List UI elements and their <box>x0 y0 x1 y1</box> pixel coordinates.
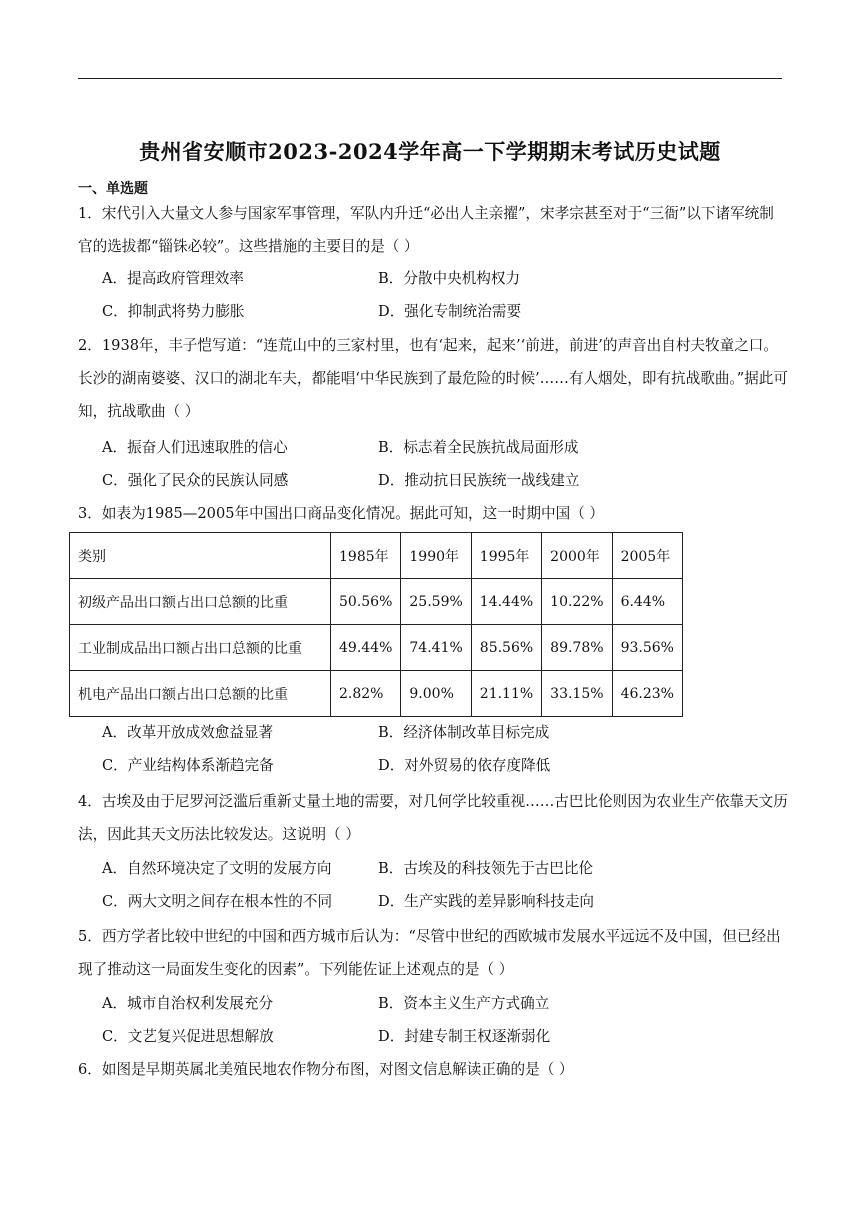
question-4-options <box>102 852 792 918</box>
table-cell: 机电产品出口额占出口总额的比重 <box>70 671 331 717</box>
table-cell: 85.56% <box>471 625 541 671</box>
question-2-options <box>102 431 792 497</box>
option-b: B．分散中央机构权力 <box>378 270 521 287</box>
option-d: D．对外贸易的依存度降低 <box>378 757 551 774</box>
question-6-stem: 6．如图是早期英属北美殖民地农作物分布图，对图文信息解读正确的是（ ） <box>78 1061 574 1078</box>
option-d: D．推动抗日民族统一战线建立 <box>378 472 580 489</box>
option-a: A．城市自治权利发展充分 <box>102 995 274 1012</box>
option-c: C．产业结构体系渐趋完备 <box>102 757 274 774</box>
table-header-cell: 2000年 <box>542 533 612 579</box>
option-c: C．文艺复兴促进思想解放 <box>102 1028 274 1045</box>
table-header-cell: 1995年 <box>471 533 541 579</box>
question-4-stem: 4．古埃及由于尼罗河泛滥后重新丈量土地的需要，对几何学比较重视……古巴比伦则因为农业生产依靠天文历法，因此其天文历法比较发达。这说明（ ） <box>78 793 788 843</box>
option-c: C．强化了民众的民族认同感 <box>102 472 289 489</box>
table-cell: 21.11% <box>471 671 541 717</box>
header-rule <box>78 78 782 79</box>
table-cell: 89.78% <box>542 625 612 671</box>
option-d: D．封建专制王权逐渐弱化 <box>378 1028 551 1045</box>
question-5-options <box>102 987 792 1053</box>
table-row <box>70 625 683 671</box>
option-b: B．古埃及的科技领先于古巴比伦 <box>378 860 594 877</box>
document-title: 贵州省安顺市2023-2024学年高一下学期期末考试历史试题 <box>139 139 721 164</box>
option-a: A．振奋人们迅速取胜的信心 <box>102 439 288 456</box>
question-5-stem: 5．西方学者比较中世纪的中国和西方城市后认为：“尽管中世纪的西欧城市发展水平远远不及中国，但已经出现了推动这一局面发生变化的因素”。下列能佐证上述观点的是（ ） <box>78 928 781 978</box>
table-cell: 50.56% <box>331 579 401 625</box>
table-row <box>70 579 683 625</box>
table-cell: 14.44% <box>471 579 541 625</box>
section-heading: 一、单选题 <box>78 181 148 197</box>
table-row <box>70 671 683 717</box>
table-cell: 9.00% <box>401 671 471 717</box>
table-cell: 49.44% <box>331 625 401 671</box>
option-b: B．标志着全民族抗战局面形成 <box>378 439 579 456</box>
question-1-stem: 1．宋代引入大量文人参与国家军事管理，军队内升迁“必出人主亲擢”，宋孝宗甚至对于“三衙”以下诸军统制官的选拔都“锱铢必较”。这些措施的主要目的是（ ） <box>78 205 774 255</box>
table-cell: 33.15% <box>542 671 612 717</box>
option-d: D．生产实践的差异影响科技走向 <box>378 893 595 910</box>
table-header-cell: 1985年 <box>331 533 401 579</box>
option-b: B．资本主义生产方式确立 <box>378 995 550 1012</box>
question-3-stem: 3．如表为1985—2005年中国出口商品变化情况。据此可知，这一时期中国（ ） <box>78 505 605 522</box>
option-d: D．强化专制统治需要 <box>378 303 522 320</box>
table-cell: 10.22% <box>542 579 612 625</box>
table-cell: 6.44% <box>612 579 682 625</box>
table-cell: 25.59% <box>401 579 471 625</box>
table-cell: 2.82% <box>331 671 401 717</box>
table-header-cell: 1990年 <box>401 533 471 579</box>
option-a: A．改革开放成效愈益显著 <box>102 724 274 741</box>
option-c: C．抑制武将势力膨胀 <box>102 303 245 320</box>
option-a: A．自然环境决定了文明的发展方向 <box>102 860 332 877</box>
option-c: C．两大文明之间存在根本性的不同 <box>102 893 333 910</box>
question-1-options <box>102 262 792 328</box>
table-cell: 工业制成品出口额占出口总额的比重 <box>70 625 331 671</box>
table-cell: 93.56% <box>612 625 682 671</box>
option-b: B．经济体制改革目标完成 <box>378 724 550 741</box>
table-header-cell: 2005年 <box>612 533 682 579</box>
question-3-options <box>102 716 792 782</box>
question-2-stem: 2．1938年，丰子恺写道：“连荒山中的三家村里，也有‘起来，起来’‘前进，前进’的声音出自村夫牧童之口。长沙的湖南婆婆、汉口的湖北车夫，都能唱‘中华民族到了最危险的时候’……有人烟处，即有抗战歌曲。”据此可知，抗战歌曲（ ） <box>78 337 788 420</box>
export-table <box>69 532 683 717</box>
table-header-row <box>70 533 683 579</box>
table-cell: 74.41% <box>401 625 471 671</box>
table-cell: 46.23% <box>612 671 682 717</box>
table-cell: 初级产品出口额占出口总额的比重 <box>70 579 331 625</box>
option-a: A．提高政府管理效率 <box>102 270 244 287</box>
table-header-cell: 类别 <box>70 533 331 579</box>
